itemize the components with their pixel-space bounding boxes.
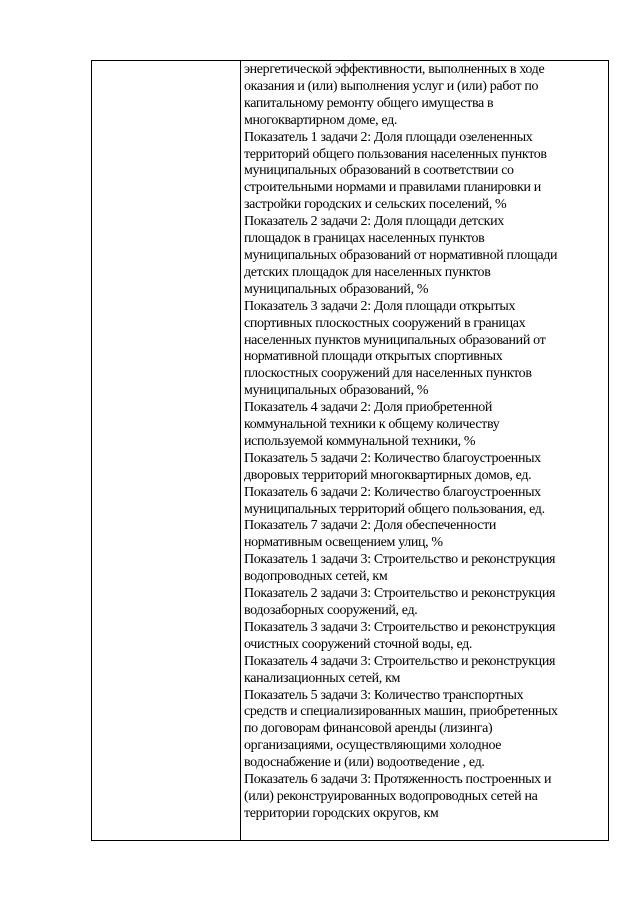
indicator-paragraph: Показатель 5 задачи 2: Количество благоустроенных дворовых территорий многоквартирных домов, ед.	[244, 450, 541, 483]
indicator-table	[91, 60, 609, 841]
indicator-paragraph: Показатель 4 задачи 2: Доля приобретенной коммунальной техники к общему количеству используемой коммунальной техники, %	[244, 400, 500, 449]
indicator-paragraph: Показатель 4 задачи 3: Строительство и реконструкция канализационных сетей, км	[244, 653, 556, 686]
indicator-paragraph: Показатель 5 задачи 3: Количество транспортных средств и специализированных машин, приобретенных по договорам финансовой аренды (лизинга) организациями, осуществляющими холодное водоснабжение и (или) водоотведение , ед.	[244, 687, 558, 771]
indicator-paragraph: Показатель 2 задачи 3: Строительство и реконструкция водозаборных сооружений, ед.	[244, 586, 556, 618]
table-left-cell	[92, 61, 241, 840]
indicator-paragraph: Показатель 7 задачи 2: Доля обеспеченности нормативным освещением улиц, %	[244, 518, 497, 551]
indicator-paragraph: Показатель 1 задачи 2: Доля площади озелененных территорий общего пользования населенных пунктов муниципальных образований в соответствии со строительными нормами и правилами планировки и застройки городских и сельских поселений, %	[244, 129, 547, 213]
indicator-paragraph: Показатель 6 задачи 2: Количество благоустроенных муниципальных территорий общего пользования, ед.	[244, 484, 545, 517]
indicator-paragraph: Показатель 3 задачи 3: Строительство и реконструкция очистных сооружений сточной воды, ед.	[244, 619, 556, 652]
indicator-paragraph: Показатель 3 задачи 2: Доля площади открытых спортивных плоскостных сооружений в границах населенных пунктов муниципальных образований от нормативной площади открытых спортивных плоскостных сооружений для населенных пунктов муниципальных образований, %	[244, 298, 546, 399]
table-right-cell	[242, 61, 608, 840]
indicator-paragraph: энергетической эффективности, выполненных в ходе оказания и (или) выполнения услуг и (или) работ по капитальному ремонту общего имущества в многоквартирном доме, ед.	[244, 62, 545, 128]
indicator-paragraph: Показатель 2 задачи 2: Доля площади детских площадок в границах населенных пунктов муниципальных образований от нормативной площади детских площадок для населенных пунктов муниципальных образований, %	[244, 214, 558, 297]
indicator-paragraph: Показатель 6 задачи 3: Протяженность построенных и (или) реконструированных водопроводных сетей на территории городских округов, км	[244, 772, 552, 821]
indicator-paragraph: Показатель 1 задачи 3: Строительство и реконструкция водопроводных сетей, км	[244, 552, 556, 585]
